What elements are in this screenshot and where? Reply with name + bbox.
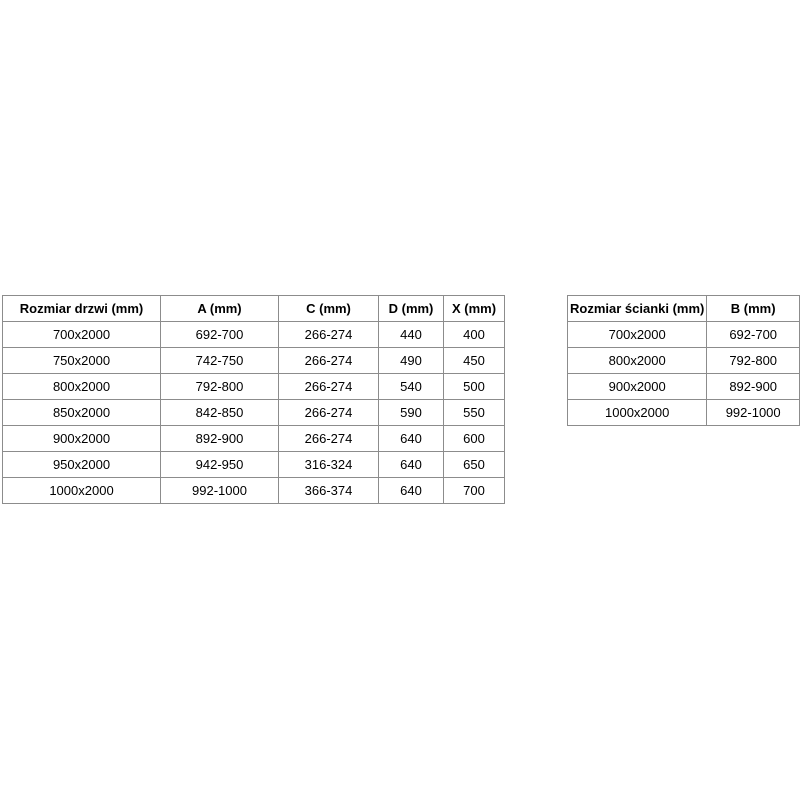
table-cell: 1000x2000 xyxy=(568,400,707,426)
table-cell: 792-800 xyxy=(161,374,279,400)
table-cell: 316-324 xyxy=(279,452,379,478)
table-cell: 640 xyxy=(379,426,444,452)
table-row xyxy=(568,400,800,426)
column-header: B (mm) xyxy=(707,296,800,322)
table-cell: 692-700 xyxy=(707,322,800,348)
table-cell: 650 xyxy=(444,452,505,478)
column-header: Rozmiar ścianki (mm) xyxy=(568,296,707,322)
table-cell: 600 xyxy=(444,426,505,452)
table-cell: 792-800 xyxy=(707,348,800,374)
table-cell: 950x2000 xyxy=(3,452,161,478)
table-cell: 800x2000 xyxy=(568,348,707,374)
table-cell: 750x2000 xyxy=(3,348,161,374)
table-cell: 700x2000 xyxy=(3,322,161,348)
table-cell: 992-1000 xyxy=(161,478,279,504)
door-size-table xyxy=(2,295,505,504)
column-header: Rozmiar drzwi (mm) xyxy=(3,296,161,322)
table-cell: 892-900 xyxy=(707,374,800,400)
table-cell: 450 xyxy=(444,348,505,374)
table-row xyxy=(3,322,505,348)
table-cell: 490 xyxy=(379,348,444,374)
table-cell: 692-700 xyxy=(161,322,279,348)
table-row xyxy=(3,452,505,478)
header-row xyxy=(568,296,800,322)
table-cell: 440 xyxy=(379,322,444,348)
table-row xyxy=(568,374,800,400)
table-cell: 942-950 xyxy=(161,452,279,478)
table-cell: 266-274 xyxy=(279,374,379,400)
table-cell: 900x2000 xyxy=(568,374,707,400)
table-cell: 366-374 xyxy=(279,478,379,504)
table-cell: 800x2000 xyxy=(3,374,161,400)
table-cell: 640 xyxy=(379,478,444,504)
table-cell: 550 xyxy=(444,400,505,426)
table-row xyxy=(3,348,505,374)
table-cell: 500 xyxy=(444,374,505,400)
table-row xyxy=(3,400,505,426)
header-row xyxy=(3,296,505,322)
column-header: C (mm) xyxy=(279,296,379,322)
column-header: X (mm) xyxy=(444,296,505,322)
column-header: A (mm) xyxy=(161,296,279,322)
table-row xyxy=(3,426,505,452)
column-header: D (mm) xyxy=(379,296,444,322)
table-cell: 640 xyxy=(379,452,444,478)
table-row xyxy=(568,322,800,348)
table-cell: 266-274 xyxy=(279,348,379,374)
table-row xyxy=(568,348,800,374)
table-cell: 700 xyxy=(444,478,505,504)
table-cell: 742-750 xyxy=(161,348,279,374)
table-cell: 266-274 xyxy=(279,322,379,348)
table-row xyxy=(3,374,505,400)
table-cell: 266-274 xyxy=(279,426,379,452)
table-cell: 700x2000 xyxy=(568,322,707,348)
table-cell: 400 xyxy=(444,322,505,348)
table-cell: 900x2000 xyxy=(3,426,161,452)
table-cell: 892-900 xyxy=(161,426,279,452)
table-cell: 590 xyxy=(379,400,444,426)
table-row xyxy=(3,478,505,504)
table-cell: 992-1000 xyxy=(707,400,800,426)
table-cell: 1000x2000 xyxy=(3,478,161,504)
table-cell: 266-274 xyxy=(279,400,379,426)
table-cell: 850x2000 xyxy=(3,400,161,426)
table-cell: 540 xyxy=(379,374,444,400)
wall-size-table xyxy=(567,295,800,426)
table-cell: 842-850 xyxy=(161,400,279,426)
